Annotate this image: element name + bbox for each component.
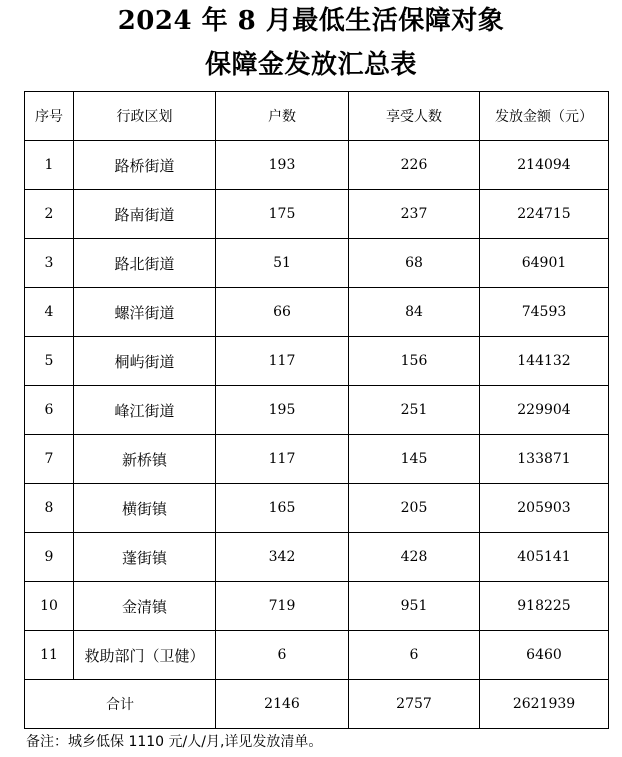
cell-region: 蓬街镇 [74, 533, 216, 582]
table-row [25, 435, 609, 484]
cell-no: 5 [25, 337, 74, 386]
table-row [25, 288, 609, 337]
cell-people: 237 [349, 190, 480, 239]
cell-amount: 224715 [480, 190, 609, 239]
cell-households: 51 [216, 239, 349, 288]
cell-no: 3 [25, 239, 74, 288]
cell-amount: 229904 [480, 386, 609, 435]
table-row [25, 239, 609, 288]
header-people: 享受人数 [349, 92, 480, 141]
header-amount: 发放金额（元） [480, 92, 609, 141]
cell-households: 342 [216, 533, 349, 582]
cell-people: 145 [349, 435, 480, 484]
cell-region: 金清镇 [74, 582, 216, 631]
cell-no: 8 [25, 484, 74, 533]
table-row [25, 533, 609, 582]
cell-no: 4 [25, 288, 74, 337]
cell-households: 66 [216, 288, 349, 337]
cell-households: 6 [216, 631, 349, 680]
cell-households: 193 [216, 141, 349, 190]
cell-people: 428 [349, 533, 480, 582]
cell-amount: 74593 [480, 288, 609, 337]
header-no: 序号 [25, 92, 74, 141]
cell-no: 11 [25, 631, 74, 680]
cell-households: 195 [216, 386, 349, 435]
cell-people: 251 [349, 386, 480, 435]
cell-households: 719 [216, 582, 349, 631]
table-row [25, 141, 609, 190]
cell-people: 205 [349, 484, 480, 533]
page-title-line-2: 保障金发放汇总表 [204, 50, 417, 80]
footnote: 备注：城乡低保 1110 元/人/月,详见发放清单。 [26, 734, 323, 750]
cell-people: 84 [349, 288, 480, 337]
page-title-line-1: 2024 年 8 月最低生活保障对象 [117, 6, 505, 36]
cell-amount: 214094 [480, 141, 609, 190]
cell-people: 226 [349, 141, 480, 190]
cell-region: 横街镇 [74, 484, 216, 533]
total-households: 2146 [216, 680, 349, 729]
cell-region: 路北街道 [74, 239, 216, 288]
cell-amount: 205903 [480, 484, 609, 533]
cell-households: 117 [216, 337, 349, 386]
cell-amount: 133871 [480, 435, 609, 484]
table-row [25, 190, 609, 239]
table-row [25, 484, 609, 533]
table-row [25, 386, 609, 435]
cell-region: 路桥街道 [74, 141, 216, 190]
cell-no: 1 [25, 141, 74, 190]
table-row [25, 337, 609, 386]
cell-people: 68 [349, 239, 480, 288]
total-label: 合计 [25, 680, 216, 729]
total-row [25, 680, 609, 729]
cell-households: 175 [216, 190, 349, 239]
total-amount: 2621939 [480, 680, 609, 729]
cell-amount: 6460 [480, 631, 609, 680]
cell-no: 7 [25, 435, 74, 484]
header-households: 户数 [216, 92, 349, 141]
cell-households: 165 [216, 484, 349, 533]
cell-no: 10 [25, 582, 74, 631]
header-region: 行政区划 [74, 92, 216, 141]
cell-amount: 405141 [480, 533, 609, 582]
table-row [25, 631, 609, 680]
cell-no: 9 [25, 533, 74, 582]
cell-people: 6 [349, 631, 480, 680]
cell-region: 峰江街道 [74, 386, 216, 435]
table-header-row [25, 92, 609, 141]
table-row [25, 582, 609, 631]
cell-people: 156 [349, 337, 480, 386]
cell-no: 2 [25, 190, 74, 239]
cell-region: 救助部门（卫健） [74, 631, 216, 680]
cell-amount: 918225 [480, 582, 609, 631]
cell-region: 桐屿街道 [74, 337, 216, 386]
cell-no: 6 [25, 386, 74, 435]
cell-people: 951 [349, 582, 480, 631]
cell-amount: 64901 [480, 239, 609, 288]
cell-households: 117 [216, 435, 349, 484]
cell-region: 新桥镇 [74, 435, 216, 484]
cell-region: 螺洋街道 [74, 288, 216, 337]
cell-region: 路南街道 [74, 190, 216, 239]
cell-amount: 144132 [480, 337, 609, 386]
total-people: 2757 [349, 680, 480, 729]
summary-table [24, 91, 609, 729]
